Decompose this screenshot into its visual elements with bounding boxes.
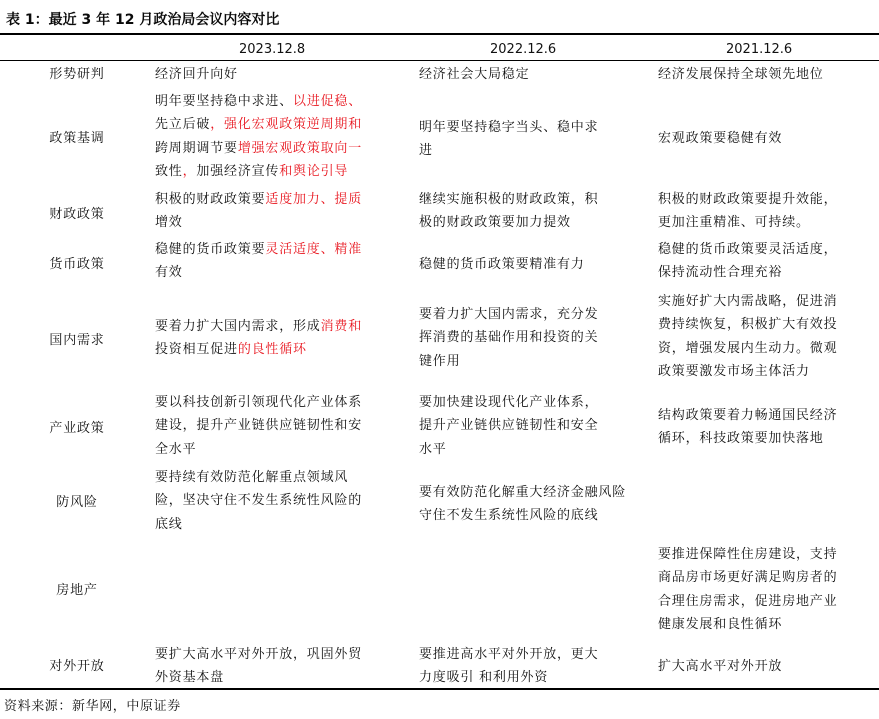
cell-text: 键作用 — [419, 353, 461, 369]
cell-2023-domestic-demand — [155, 315, 362, 362]
cell-text: 循环，科技政策要加快落地 — [658, 431, 824, 447]
cell-2022-policy-tone — [419, 116, 598, 163]
highlight-text: 适度加力、提质 — [265, 192, 363, 207]
cell-text: 费持续恢复，积极扩大有效投 — [658, 317, 838, 333]
cell-line — [155, 414, 362, 437]
cell-2023-monetary-policy — [155, 238, 362, 285]
cell-line — [419, 504, 626, 527]
table-title: 表 1：最近 3 年 12 月政治局会议内容对比 — [6, 12, 280, 28]
cell-line — [155, 466, 362, 489]
cell-text: 明年要坚持稳字当头、稳中求 — [419, 120, 599, 135]
header-rule — [0, 60, 879, 61]
cell-line — [658, 360, 837, 383]
cell-line — [419, 481, 626, 504]
cell-text: 底线 — [155, 516, 183, 532]
cell-text: 要推进保障性住房建设，支持 — [658, 547, 838, 562]
cell-2021-situation — [658, 63, 824, 86]
highlight-text: 增强宏观政策取向一 — [237, 140, 363, 156]
cell-text: 实施好扩大内需战略，促进消 — [658, 294, 838, 309]
row-label-policy-tone: 政策基调 — [49, 131, 105, 146]
cell-2022-opening-up — [419, 643, 598, 690]
cell-line — [658, 543, 837, 566]
row-label-industrial-policy: 产业政策 — [49, 421, 105, 436]
cell-text: 提升产业链供应链韧性和安全 — [419, 418, 599, 434]
cell-2022-industrial-policy — [419, 391, 598, 461]
cell-2021-fiscal-policy — [658, 188, 837, 235]
cell-text: 明年要坚持稳中求进、 — [155, 94, 294, 109]
cell-line — [155, 315, 362, 338]
cell-line — [658, 590, 837, 613]
highlight-text: 和舆论引导 — [279, 163, 349, 179]
cell-text: 资，增强发展内生动力。微观 — [658, 340, 838, 356]
cell-text: 结构政策要着力畅通国民经济 — [658, 408, 838, 423]
cell-text: 水平 — [419, 441, 447, 457]
cell-line — [419, 391, 598, 414]
cell-line — [155, 489, 362, 512]
cell-text: 更加注重精准、可持续。 — [658, 215, 810, 231]
cell-text: 有效 — [155, 265, 183, 281]
cell-text: 经济回升向好 — [155, 67, 238, 82]
cell-2023-risk-prevention — [155, 466, 362, 536]
highlight-text: 消费和 — [320, 319, 363, 334]
cell-text: 加强经济宣传 — [196, 163, 280, 179]
cell-text: 要着力扩大国内需求，充分发 — [419, 307, 599, 322]
cell-line — [155, 666, 362, 689]
cell-2021-opening-up — [658, 655, 782, 678]
cell-line — [419, 116, 598, 139]
cell-line — [155, 238, 362, 261]
cell-line — [658, 655, 782, 678]
row-label-opening-up: 对外开放 — [49, 659, 105, 674]
row-label-fiscal-policy: 财政政策 — [49, 207, 105, 222]
cell-text: 要持续有效防范化解重点领域风 — [155, 470, 349, 485]
cell-line — [419, 303, 598, 326]
cell-2022-domestic-demand — [419, 303, 598, 373]
cell-text: 要扩大高水平对外开放，巩固外贸 — [155, 647, 363, 662]
cell-text: 要加快建设现代化产业体系， — [419, 395, 599, 410]
cell-2023-situation — [155, 63, 238, 86]
cell-text: 继续实施积极的财政政策，积 — [419, 192, 599, 207]
cell-line — [155, 160, 362, 183]
cell-line — [658, 427, 837, 450]
cell-line — [155, 391, 362, 414]
row-label-risk-prevention: 防风险 — [56, 495, 98, 510]
row-label-situation: 形势研判 — [49, 67, 105, 82]
cell-2023-industrial-policy — [155, 391, 362, 461]
cell-line — [155, 643, 362, 666]
cell-text: 投资相互促进 — [155, 342, 238, 358]
cell-text: 经济发展保持全球领先地位 — [658, 67, 824, 82]
highlight-text: ，强化宏观政策逆周期和 — [210, 117, 363, 133]
bottom-rule — [0, 688, 879, 690]
cell-line — [419, 188, 598, 211]
cell-line — [155, 188, 362, 211]
cell-line — [155, 261, 362, 284]
highlight-text: 灵活适度、精准 — [265, 242, 363, 257]
cell-text: 要推进高水平对外开放，更大 — [419, 647, 599, 662]
cell-line — [155, 211, 362, 234]
cell-text: 先立后破 — [155, 117, 211, 133]
cell-text: 合理住房需求，促进房地产业 — [658, 593, 838, 609]
cell-2022-situation — [419, 63, 529, 86]
cell-line — [658, 188, 837, 211]
source-note: 资料来源：新华网，中原证券 — [4, 699, 181, 714]
cell-line — [658, 127, 782, 150]
cell-text: 积极的财政政策要提升效能， — [658, 192, 838, 207]
top-rule — [0, 33, 879, 35]
cell-text: 稳健的货币政策要精准有力 — [419, 257, 585, 272]
cell-line — [155, 63, 238, 86]
cell-line — [419, 350, 598, 373]
cell-text: 稳健的货币政策要 — [155, 242, 266, 257]
cell-2021-real-estate — [658, 543, 837, 636]
cell-2022-monetary-policy — [419, 253, 585, 276]
cell-text: 要着力扩大国内需求，形成 — [155, 319, 321, 334]
cell-text: 要有效防范化解重大经济金融风险 — [419, 485, 627, 500]
cell-text: 跨周期调节要 — [155, 140, 238, 156]
cell-line — [658, 566, 837, 589]
cell-2021-industrial-policy — [658, 404, 837, 451]
cell-text: 商品房市场更好满足购房者的 — [658, 570, 838, 586]
cell-2021-policy-tone — [658, 127, 782, 150]
cell-line — [419, 414, 598, 437]
row-label-monetary-policy: 货币政策 — [49, 257, 105, 272]
cell-2023-fiscal-policy — [155, 188, 362, 235]
cell-line — [419, 666, 598, 689]
cell-text: 保持流动性合理充裕 — [658, 265, 783, 281]
cell-text: 致性 — [155, 163, 183, 179]
header-2022: 2022.12.6 — [490, 42, 557, 57]
cell-line — [658, 337, 837, 360]
cell-text: 扩大高水平对外开放 — [658, 659, 783, 674]
cell-text: 外资基本盘 — [155, 670, 225, 686]
cell-line — [419, 643, 598, 666]
cell-line — [155, 438, 362, 461]
cell-text: 挥消费的基础作用和投资的关 — [419, 330, 599, 346]
cell-line — [419, 253, 585, 276]
cell-text: 稳健的货币政策要灵活适度， — [658, 242, 838, 257]
cell-2023-opening-up — [155, 643, 362, 690]
cell-text: 建设，提升产业链供应链韧性和安 — [155, 418, 363, 434]
cell-line — [155, 90, 362, 113]
cell-line — [658, 313, 837, 336]
row-label-domestic-demand: 国内需求 — [49, 333, 105, 348]
header-2023: 2023.12.8 — [239, 42, 306, 57]
cell-line — [658, 238, 837, 261]
cell-line — [658, 261, 837, 284]
cell-text: 要以科技创新引领现代化产业体系 — [155, 395, 363, 410]
cell-text: 经济社会大局稳定 — [419, 67, 530, 82]
cell-text: 增效 — [155, 215, 183, 231]
cell-line — [419, 139, 598, 162]
cell-2021-domestic-demand — [658, 290, 837, 383]
cell-2023-policy-tone — [155, 90, 362, 183]
cell-line — [658, 290, 837, 313]
cell-text: 守住不发生系统性风险的底线 — [419, 508, 599, 524]
cell-text: 极的财政政策要加力提效 — [419, 215, 571, 231]
highlight-text: 的良性循环 — [237, 342, 307, 358]
cell-text: 积极的财政政策要 — [155, 192, 266, 207]
cell-line — [155, 513, 362, 536]
cell-line — [419, 326, 598, 349]
row-label-real-estate: 房地产 — [56, 583, 98, 598]
cell-line — [658, 63, 824, 86]
cell-line — [155, 137, 362, 160]
cell-line — [658, 404, 837, 427]
cell-text: 险，坚决守住不发生系统性风险的 — [155, 493, 363, 509]
cell-text: 全水平 — [155, 441, 197, 457]
cell-line — [658, 211, 837, 234]
cell-line — [155, 113, 362, 136]
cell-2021-monetary-policy — [658, 238, 837, 285]
cell-line — [658, 613, 837, 636]
cell-line — [419, 211, 598, 234]
highlight-text: ， — [182, 163, 197, 179]
cell-2022-risk-prevention — [419, 481, 626, 528]
highlight-text: 以进促稳、 — [293, 94, 363, 109]
cell-line — [155, 338, 362, 361]
cell-text: 宏观政策要稳健有效 — [658, 131, 783, 146]
cell-text: 健康发展和良性循环 — [658, 616, 783, 632]
cell-text: 政策要激发市场主体活力 — [658, 363, 810, 379]
header-2021: 2021.12.6 — [726, 42, 793, 57]
cell-line — [419, 438, 598, 461]
cell-text: 进 — [419, 143, 433, 159]
cell-2022-fiscal-policy — [419, 188, 598, 235]
cell-line — [419, 63, 529, 86]
cell-text: 力度吸引 和利用外资 — [419, 670, 549, 686]
